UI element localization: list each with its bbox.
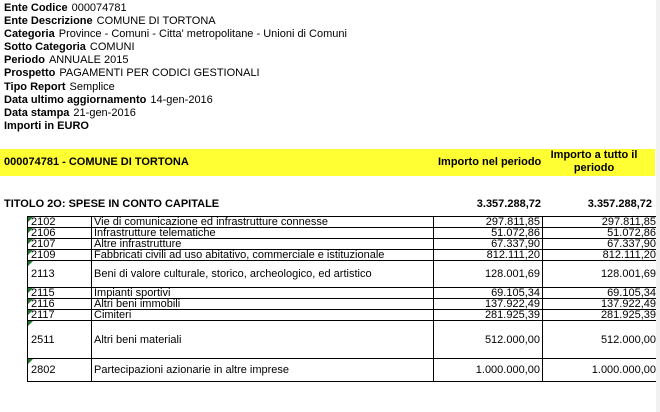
column-header-total: Importo a tutto il periodo — [550, 149, 638, 174]
row-period-cell[interactable]: 297.811,85 — [434, 217, 543, 228]
titolo-total-amount: 3.357.288,72 — [587, 198, 652, 210]
row-code-cell[interactable]: 2113 — [28, 261, 92, 288]
scrollbar[interactable] — [656, 0, 660, 412]
titolo-period-amount: 3.357.288,72 — [476, 198, 541, 210]
row-total-cell[interactable]: 67.337,90 — [543, 239, 659, 250]
row-code-cell[interactable]: 2802 — [28, 359, 92, 382]
entity-name: 000074781 - COMUNE DI TORTONA — [4, 156, 189, 168]
row-total-cell[interactable]: 69.105,34 — [543, 288, 659, 299]
row-desc-cell[interactable]: Fabbricati civili ad uso abitativo, commerciale e istituzionale — [92, 250, 434, 261]
meta-importi: Importi in EURO — [4, 119, 89, 132]
row-total-cell[interactable]: 128.001,69 — [543, 261, 659, 288]
row-period-cell[interactable]: 51.072,86 — [434, 228, 543, 239]
meta-ente-codice: Ente Codice 000074781 — [4, 2, 127, 14]
titolo-label: TITOLO 2O: SPESE IN CONTO CAPITALE — [4, 198, 220, 210]
meta-periodo: Periodo ANNUALE 2015 — [4, 54, 129, 67]
table-row — [28, 261, 659, 288]
row-total-cell[interactable]: 1.000.000,00 — [543, 359, 659, 382]
row-code-cell[interactable]: 2116 — [28, 299, 92, 310]
comment-marker-icon — [28, 310, 33, 315]
meta-tipo-report: Tipo Report Semplice — [4, 80, 115, 93]
comment-marker-icon — [28, 239, 33, 244]
table-row — [28, 288, 659, 299]
row-code-cell[interactable]: 2511 — [28, 321, 92, 359]
row-total-cell[interactable]: 512.000,00 — [543, 321, 659, 359]
table-row — [28, 250, 659, 261]
row-desc-cell[interactable]: Infrastrutture telematiche — [92, 228, 434, 239]
comment-marker-icon — [28, 217, 33, 222]
table-row — [28, 321, 659, 359]
row-code-cell[interactable]: 2115 — [28, 288, 92, 299]
comment-marker-icon — [28, 288, 33, 293]
comment-marker-icon — [28, 261, 33, 266]
table-row — [28, 310, 659, 321]
report-header-band — [0, 149, 655, 176]
row-period-cell[interactable]: 1.000.000,00 — [434, 359, 543, 382]
column-header-period: Importo nel periodo — [438, 156, 542, 168]
meta-categoria: Categoria Province - Comuni - Citta' metropolitane - Unioni di Comuni — [4, 28, 347, 41]
row-code-cell[interactable]: 2102 — [28, 217, 92, 228]
row-desc-cell[interactable]: Altri beni materiali — [92, 321, 434, 359]
row-period-cell[interactable]: 812.111,20 — [434, 250, 543, 261]
table-row — [28, 239, 659, 250]
table-row — [28, 359, 659, 382]
row-period-cell[interactable]: 69.105,34 — [434, 288, 543, 299]
row-code-cell[interactable]: 2107 — [28, 239, 92, 250]
row-desc-cell[interactable]: Partecipazioni azionarie in altre imprese — [92, 359, 434, 382]
row-total-cell[interactable]: 812.111,20 — [543, 250, 659, 261]
row-period-cell[interactable]: 512.000,00 — [434, 321, 543, 359]
comment-marker-icon — [28, 250, 33, 255]
table-row — [28, 299, 659, 310]
row-desc-cell[interactable]: Vie di comunicazione ed infrastrutture connesse — [92, 217, 434, 228]
comment-marker-icon — [28, 321, 33, 326]
table-row — [28, 217, 659, 228]
row-period-cell[interactable]: 281.925,39 — [434, 310, 543, 321]
report-metadata — [4, 2, 347, 133]
meta-ente-descrizione: Ente Descrizione COMUNE DI TORTONA — [4, 15, 216, 28]
comment-marker-icon — [28, 359, 33, 364]
table-row — [28, 228, 659, 239]
comment-marker-icon — [28, 299, 33, 304]
comment-marker-icon — [28, 228, 33, 233]
meta-data-aggiornamento: Data ultimo aggiornamento 14-gen-2016 — [4, 93, 213, 106]
meta-prospetto: Prospetto PAGAMENTI PER CODICI GESTIONALI — [4, 67, 260, 80]
meta-data-stampa: Data stampa 21-gen-2016 — [4, 106, 136, 119]
row-desc-cell[interactable]: Impianti sportivi — [92, 288, 434, 299]
row-desc-cell[interactable]: Beni di valore culturale, storico, archeologico, ed artistico — [92, 261, 434, 288]
row-total-cell[interactable]: 297.811,85 — [543, 217, 659, 228]
row-period-cell[interactable]: 137.922,49 — [434, 299, 543, 310]
row-total-cell[interactable]: 137.922,49 — [543, 299, 659, 310]
row-desc-cell[interactable]: Altre infrastrutture — [92, 239, 434, 250]
payments-table — [27, 216, 659, 382]
meta-sotto-categoria: Sotto Categoria COMUNI — [4, 41, 135, 54]
row-total-cell[interactable]: 51.072,86 — [543, 228, 659, 239]
row-code-cell[interactable]: 2106 — [28, 228, 92, 239]
row-code-cell[interactable]: 2109 — [28, 250, 92, 261]
row-period-cell[interactable]: 67.337,90 — [434, 239, 543, 250]
row-desc-cell[interactable]: Cimiteri — [92, 310, 434, 321]
row-code-cell[interactable]: 2117 — [28, 310, 92, 321]
row-total-cell[interactable]: 281.925,39 — [543, 310, 659, 321]
row-period-cell[interactable]: 128.001,69 — [434, 261, 543, 288]
row-desc-cell[interactable]: Altri beni immobili — [92, 299, 434, 310]
